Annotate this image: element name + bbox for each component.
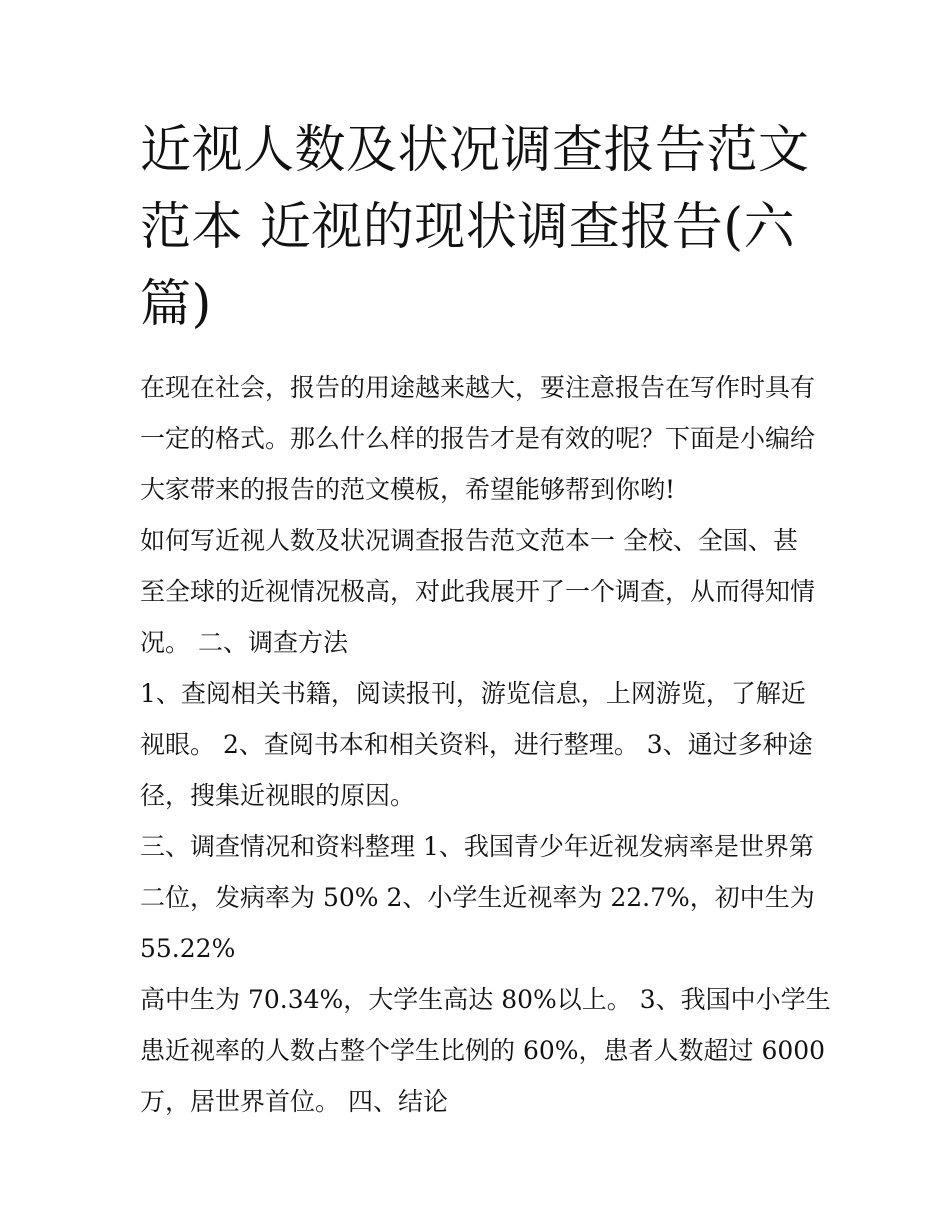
document-title [140,112,820,343]
title-line: 范本 近视的现状调查报告(六 [140,198,796,257]
text-line: 万，居世界首位。 四、结论 [140,1087,448,1116]
text-line: 二位，发病率为 50% 2、小学生近视率为 22.7%，初中生为 [140,883,815,912]
text-line: 三、调查情况和资料整理 1、我国青少年近视发病率是世界第 [140,832,814,861]
document-body [140,362,831,1127]
document-content [140,112,831,1127]
text-line: 至全球的近视情况极高，对此我展开了一个调查，从而得知情 [140,577,816,606]
text-line: 视眼。 2、查阅书本和相关资料，进行整理。 3、通过多种途 [140,730,813,759]
title-line: 近视人数及状况调查报告范文 [140,121,810,180]
findings-paragraph [140,821,820,974]
text-line: 患近视率的人数占整个学生比例的 60%，患者人数超过 6000 [140,1036,826,1065]
text-line: 55.22% [140,934,236,963]
text-line: 高中生为 70.34%，大学生高达 80%以上。 3、我国中小学生 [140,985,831,1014]
text-line: 1、查阅相关书籍，阅读报刊，游览信息，上网游览，了解近 [140,679,806,708]
section-one-paragraph [140,515,820,668]
text-line: 况。 二、调查方法 [140,628,348,657]
intro-paragraph [140,362,820,515]
title-line: 篇) [140,275,212,334]
text-line: 一定的格式。那么什么样的报告才是有效的呢？下面是小编给 [140,424,816,453]
text-line: 在现在社会，报告的用途越来越大，要注意报告在写作时具有 [140,373,816,402]
statistics-paragraph [140,974,831,1127]
text-line: 如何写近视人数及状况调查报告范文范本一 全校、全国、甚 [140,526,798,555]
method-paragraph [140,668,820,821]
text-line: 径，搜集近视眼的原因。 [140,781,416,810]
text-line: 大家带来的报告的范文模板，希望能够帮到你哟! [140,475,676,504]
